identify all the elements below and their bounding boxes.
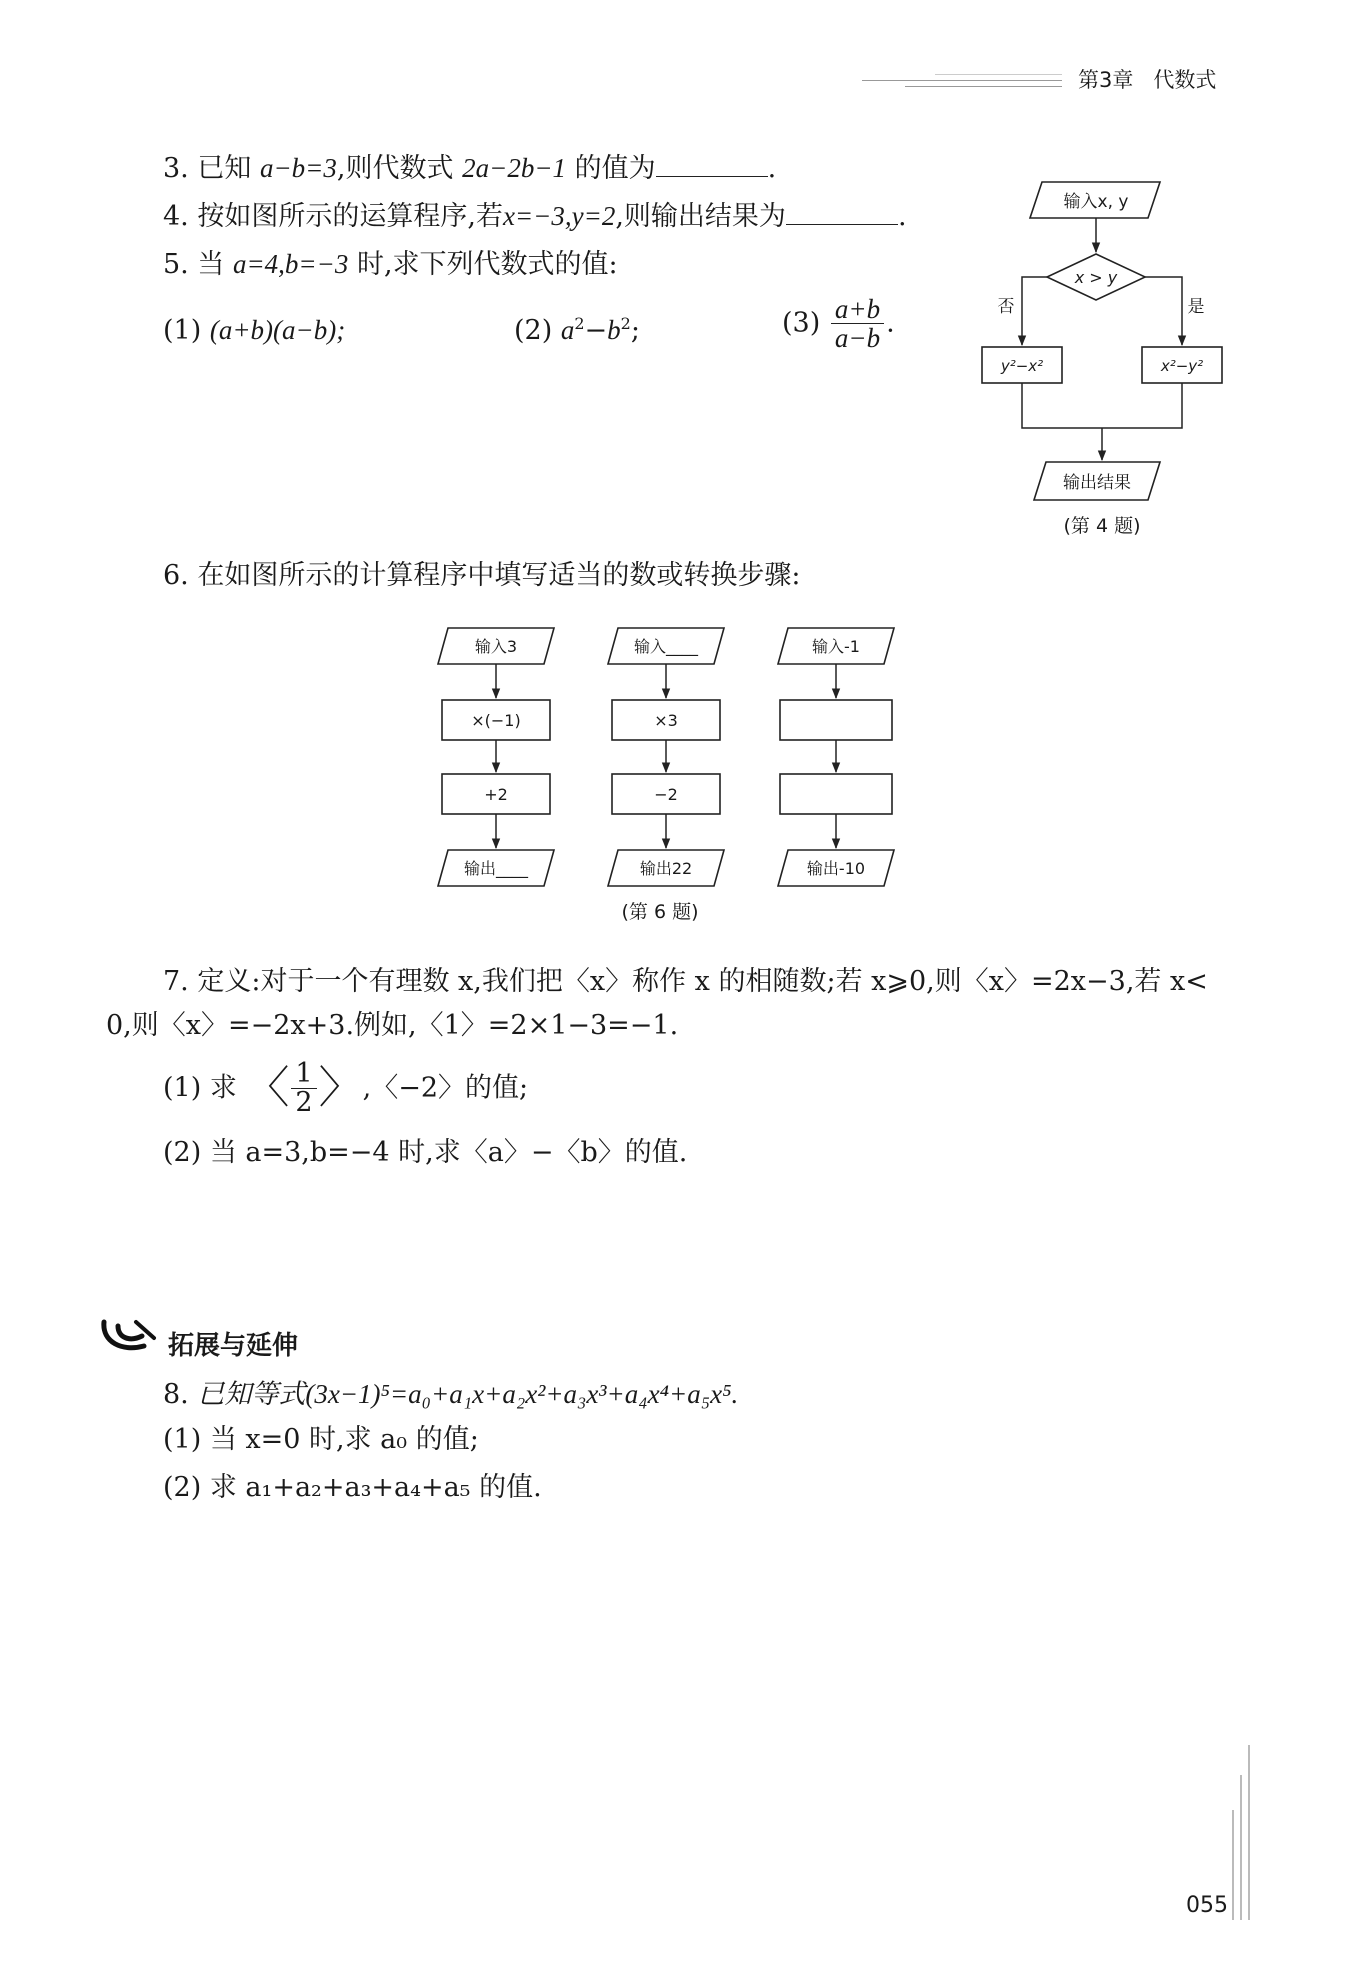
q5-p1-expr: (a+b)(a−b);	[209, 315, 346, 345]
question-4	[163, 200, 907, 233]
q8-part-2	[163, 1472, 542, 1504]
q8-p2: (2) 求 a₁+a₂+a₃+a₄+a₅ 的值.	[163, 1472, 542, 1503]
fig4-merge-line	[1022, 383, 1182, 428]
fig6-column-2	[608, 628, 724, 886]
fig4-left-box-label: y²−x²	[1000, 357, 1044, 375]
q8-line1: 已知等式(3x−1)⁵=a₀+a₁x+a₂x²+a₃x³+a₄x⁴+a₅x⁵.	[197, 1379, 739, 1409]
fig6-c3-step2-box[interactable]	[780, 774, 892, 814]
q5-p3-label: (3)	[782, 307, 821, 339]
q5-p2-exp-a: 2	[574, 314, 585, 333]
q3-end: .	[767, 153, 777, 184]
fig6-c3-input-label: 输入-1	[812, 637, 860, 656]
fig4-condition-label: x > y	[1074, 268, 1118, 287]
q7-line2: 0,则〈x〉=−2x+3.例如,〈1〉=2×1−3=−1.	[106, 1010, 679, 1041]
q5-part-2	[514, 314, 640, 347]
fig4-no-line	[1022, 277, 1047, 345]
fig6-column-3	[778, 628, 894, 886]
question-3	[163, 152, 776, 185]
fig6-c3-step1-box[interactable]	[780, 700, 892, 740]
q5-text-b: 时,求下列代数式的值:	[356, 249, 618, 280]
q5-p3-denominator: a−b	[834, 323, 881, 354]
question-7-line-1	[163, 966, 1208, 998]
q7-number: 7.	[163, 966, 189, 997]
q5-number: 5.	[163, 249, 189, 280]
question-8-line-1	[163, 1378, 738, 1411]
q5-p2-minus: −	[584, 315, 608, 346]
q7-part-1	[163, 1060, 528, 1118]
q7-p1-angle-close: 〉	[318, 1062, 363, 1114]
q5-p2-label: (2)	[514, 315, 553, 346]
fig6-c1-step1-label: ×(−1)	[471, 711, 521, 730]
figure-6-flowcharts	[430, 620, 910, 930]
q6-number: 6.	[163, 560, 189, 591]
q7-p1-fraction	[291, 1060, 316, 1118]
fig4-input-label: 输入x, y	[1063, 192, 1129, 212]
q5-p3-end: .	[886, 307, 895, 339]
fig6-c3-output-label: 输出-10	[806, 859, 866, 878]
edge-bar-3	[1248, 1745, 1250, 1920]
q8-number: 8.	[163, 1379, 189, 1410]
header-rule-1	[862, 80, 1062, 81]
question-7-line-2	[106, 1010, 678, 1042]
q5-p1-label: (1)	[163, 315, 202, 346]
page-number: 055	[1186, 1893, 1228, 1918]
header-title: 代数式	[1153, 68, 1217, 92]
edge-bar-1	[1232, 1810, 1234, 1920]
question-6	[163, 560, 800, 592]
fig6-c1-output-label: 输出____	[463, 859, 529, 878]
q5-part-1	[163, 314, 345, 347]
fig4-yes-label: 是	[1187, 297, 1205, 317]
q5-p2-base-b: b	[607, 315, 621, 345]
q4-answer-blank[interactable]	[786, 202, 898, 225]
q7-p1-numerator: 1	[291, 1060, 316, 1089]
fig6-caption: (第 6 题)	[621, 901, 699, 923]
figure-4-flowchart	[960, 170, 1240, 550]
q7-p2: (2) 当 a=3,b=−4 时,求〈a〉−〈b〉的值.	[163, 1137, 688, 1168]
q3-number: 3.	[163, 153, 189, 184]
q3-condition: a−b=3	[259, 153, 337, 183]
fig6-c2-input-label: 输入____	[633, 637, 699, 656]
header-rule-2	[905, 86, 1062, 87]
q4-end: .	[897, 201, 907, 232]
q5-p2-base-a: a	[560, 315, 575, 345]
q7-p1-denominator: 2	[295, 1087, 313, 1119]
q8-part-1	[163, 1424, 479, 1456]
running-header	[1078, 68, 1216, 93]
q5-p3-numerator: a+b	[831, 295, 884, 324]
edge-bar-2	[1240, 1775, 1242, 1920]
header-rule-3	[935, 74, 1062, 75]
q3-text-b: ,则代数式	[336, 153, 454, 184]
q5-p3-fraction	[831, 295, 884, 353]
q5-part-3	[782, 295, 895, 353]
q3-expression: 2a−2b−1	[462, 153, 567, 183]
fig6-c2-output-label: 输出22	[639, 859, 693, 878]
q8-p1: (1) 当 x=0 时,求 a₀ 的值;	[163, 1424, 479, 1455]
q5-p2-exp-b: 2	[620, 314, 631, 333]
q7-p1-angle-open: 〈	[245, 1062, 290, 1114]
q5-text-a: 当	[197, 249, 225, 280]
q7-p1-rest: ,〈−2〉的值;	[362, 1072, 529, 1104]
header-chapter: 第3章	[1078, 68, 1134, 92]
q6-text: 在如图所示的计算程序中填写适当的数或转换步骤:	[197, 560, 801, 591]
q7-p1-label: (1) 求	[163, 1072, 237, 1104]
q3-answer-blank[interactable]	[656, 154, 768, 177]
fig4-no-label: 否	[997, 297, 1015, 317]
q7-line1: 定义:对于一个有理数 x,我们把〈x〉称作 x 的相随数;若 x⩾0,则〈x〉=2x−3,若 x<	[197, 966, 1208, 997]
question-5	[163, 248, 618, 281]
fig4-caption: (第 4 题)	[1063, 515, 1141, 537]
q4-condition: x=−3,y=2	[502, 201, 616, 231]
fig4-output-label: 输出结果	[1063, 473, 1131, 493]
fig6-c2-step2-label: −2	[654, 785, 678, 804]
q4-text: 按如图所示的运算程序,若	[197, 201, 503, 232]
q4-number: 4.	[163, 201, 189, 232]
fig4-right-box-label: x²−y²	[1160, 357, 1204, 375]
fig4-yes-line	[1145, 277, 1182, 345]
q3-text-c: 的值为	[574, 153, 656, 184]
section-title: 拓展与延伸	[168, 1331, 299, 1361]
fig6-column-1	[438, 628, 554, 886]
fig6-c1-input-label: 输入3	[474, 637, 518, 656]
section-logo-icon	[100, 1316, 160, 1356]
q5-p2-end: ;	[630, 315, 640, 346]
q3-text-a: 已知	[197, 153, 252, 184]
fig6-c2-step1-label: ×3	[654, 711, 678, 730]
q7-part-2	[163, 1137, 687, 1169]
q4-text-b: ,则输出结果为	[615, 201, 786, 232]
fig6-c1-step2-label: +2	[484, 785, 508, 804]
q5-condition: a=4,b=−3	[232, 249, 349, 279]
